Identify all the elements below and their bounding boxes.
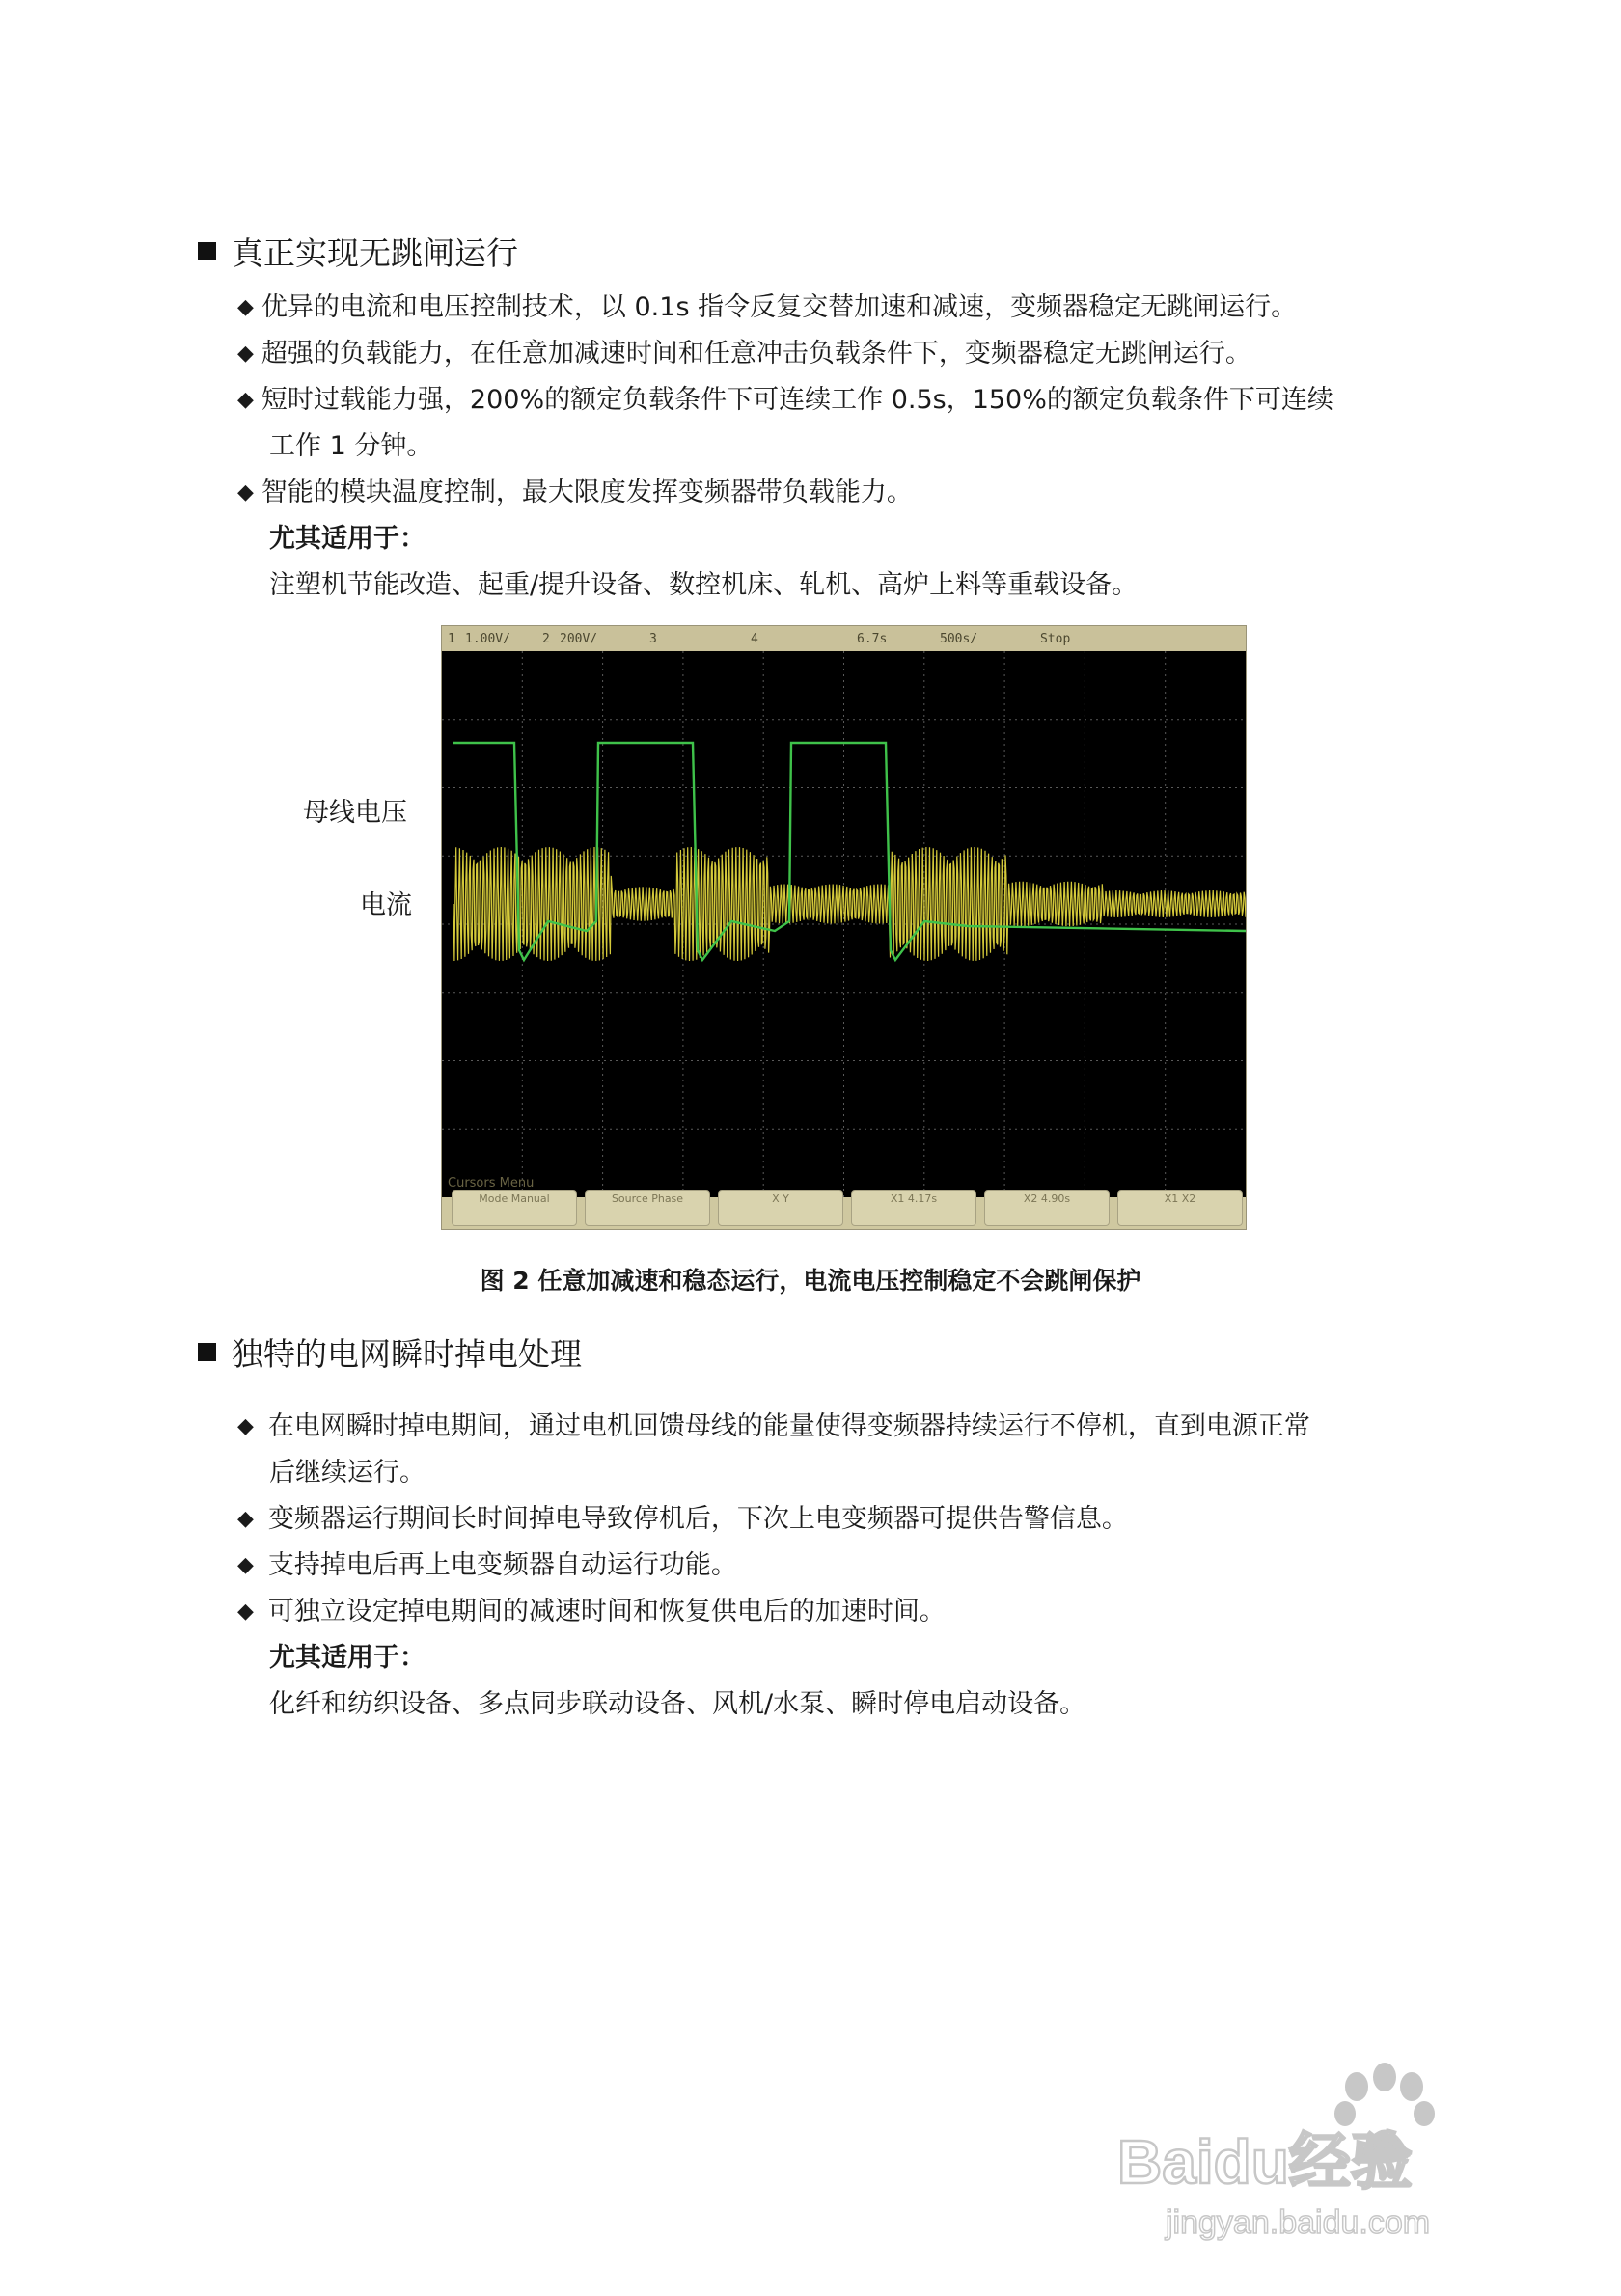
- scope-ch2-indicator: 2: [542, 632, 550, 646]
- scope-run-state: Stop: [1040, 632, 1071, 646]
- section1-heading: [198, 229, 518, 274]
- oscilloscope-screenshot: [441, 625, 1247, 1230]
- scope-ch1-indicator: 1: [448, 632, 455, 646]
- section2-bullet-1-continued: 后继续运行。: [269, 1458, 426, 1488]
- baidu-jingyan-watermark: [1117, 2050, 1523, 2243]
- section2-title: 独特的电网瞬时掉电处理: [232, 1335, 582, 1373]
- section2-suited-label: 尤其适用于：: [269, 1643, 426, 1673]
- section1-bullet-3: ◆ 短时过载能力强，200%的额定负载条件下可连续工作 0.5s，150%的额定负载条件下可连续: [237, 377, 1443, 424]
- figure-caption: 图 2 任意加减速和稳态运行，电流电压控制稳定不会跳闸保护: [480, 1267, 1141, 1295]
- scope-menu-title: Cursors Menu: [448, 1176, 535, 1190]
- scope-waveform-plot: [442, 651, 1246, 1197]
- section1-bullet-2: ◆ 超强的负载能力，在任意加减速时间和任意冲击负载条件下，变频器稳定无跳闸运行。: [237, 331, 1443, 377]
- diamond-bullet-icon: ◆: [237, 480, 254, 505]
- label-current: 电流: [360, 890, 412, 920]
- section2-bullet-3: ◆ 支持掉电后再上电变频器自动运行功能。: [237, 1543, 1443, 1589]
- section2-heading: [198, 1329, 582, 1375]
- section2-bullet-2: ◆ 变频器运行期间长时间掉电导致停机后，下次上电变频器可提供告警信息。: [237, 1496, 1443, 1543]
- bus-voltage-waveform: [453, 743, 1246, 960]
- square-bullet-icon: [198, 242, 216, 260]
- current-waveform: [453, 847, 1246, 961]
- section1-bullet-3-continued: 工作 1 分钟。: [269, 431, 433, 461]
- watermark-url: jingyan.baidu.com: [1166, 2204, 1431, 2241]
- scope-time-position: 6.7s: [857, 632, 888, 646]
- scope-ch3-indicator: 3: [649, 632, 657, 646]
- diamond-bullet-icon: ◆: [237, 1507, 261, 1531]
- diamond-bullet-icon: ◆: [237, 342, 254, 366]
- section1-suited-text: 注塑机节能改造、起重/提升设备、数控机床、轧机、高炉上料等重载设备。: [269, 570, 1139, 600]
- scope-ch2-scale: 200V/: [560, 632, 598, 646]
- scope-softkey-4: X1 4.17s: [851, 1190, 976, 1226]
- scope-softkey-2: Source Phase: [585, 1190, 710, 1226]
- diamond-bullet-icon: ◆: [237, 295, 254, 319]
- scope-ch4-indicator: 4: [751, 632, 758, 646]
- square-bullet-icon: [198, 1343, 216, 1361]
- section1-bullet-1: ◆ 优异的电流和电压控制技术，以 0.1s 指令反复交替加速和减速，变频器稳定无跳闸运行。: [237, 285, 1443, 331]
- scope-softkey-5: X2 4.90s: [984, 1190, 1110, 1226]
- section1-suited-label: 尤其适用于：: [269, 524, 426, 554]
- watermark-brand: Baidu经验: [1117, 2127, 1413, 2197]
- scope-softkey-1: Mode Manual: [452, 1190, 577, 1226]
- diamond-bullet-icon: ◆: [237, 1414, 261, 1438]
- scope-timebase: 500s/: [940, 632, 978, 646]
- section1-bullet-4: ◆ 智能的模块温度控制，最大限度发挥变频器带负载能力。: [237, 470, 1443, 516]
- diamond-bullet-icon: ◆: [237, 1553, 261, 1577]
- section2-bullet-1: ◆ 在电网瞬时掉电期间，通过电机回馈母线的能量使得变频器持续运行不停机，直到电源正常: [237, 1404, 1443, 1450]
- section1-title: 真正实现无跳闸运行: [232, 234, 518, 272]
- scope-softkey-6: X1 X2: [1117, 1190, 1243, 1226]
- scope-status-bar: [442, 626, 1246, 651]
- diamond-bullet-icon: ◆: [237, 1599, 261, 1624]
- label-bus-voltage: 母线电压: [303, 798, 407, 828]
- scope-ch1-scale: 1.00V/: [465, 632, 510, 646]
- section2-bullet-4: ◆ 可独立设定掉电期间的减速时间和恢复供电后的加速时间。: [237, 1589, 1443, 1635]
- scope-softkey-3: X Y: [718, 1190, 843, 1226]
- scope-display: [442, 651, 1246, 1197]
- diamond-bullet-icon: ◆: [237, 388, 254, 412]
- section2-suited-text: 化纤和纺织设备、多点同步联动设备、风机/水泵、瞬时停电启动设备。: [269, 1689, 1086, 1719]
